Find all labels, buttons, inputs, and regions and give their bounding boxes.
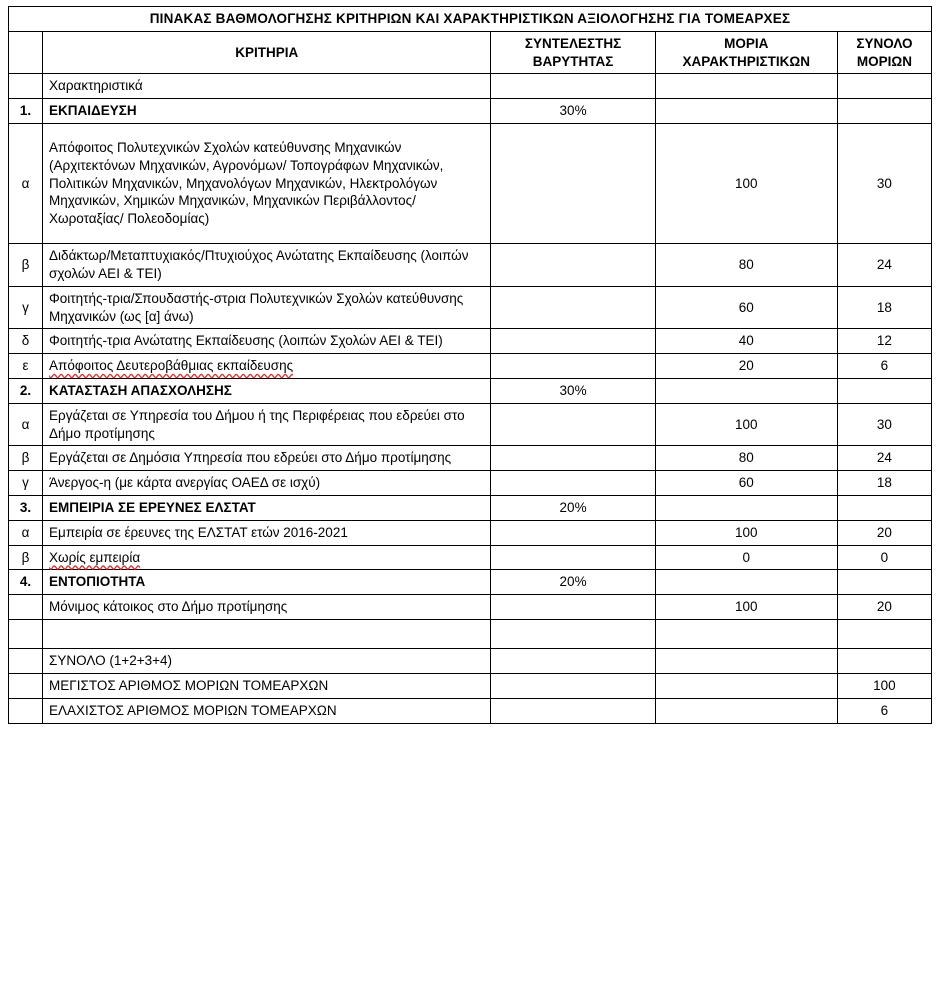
- table-row-empty: [9, 620, 932, 649]
- row-points: [655, 649, 837, 674]
- row-points: 80: [655, 446, 837, 471]
- row-weight: [491, 74, 655, 99]
- row-criteria: Φοιτητής-τρια Ανώτατης Εκπαίδευσης (λοιπών Σχολών ΑΕΙ & ΤΕΙ): [43, 329, 491, 354]
- table-row: [9, 329, 932, 354]
- row-index: 3.: [9, 496, 43, 521]
- row-index: ε: [9, 354, 43, 379]
- table-row: [9, 403, 932, 446]
- row-weight: 20%: [491, 570, 655, 595]
- table-row: [9, 286, 932, 329]
- row-total: [837, 99, 931, 124]
- row-criteria: [43, 354, 491, 379]
- row-index: γ: [9, 286, 43, 329]
- row-criteria: ΕΛΑΧΙΣΤΟΣ ΑΡΙΘΜΟΣ ΜΟΡΙΩΝ ΤΟΜΕΑΡΧΩΝ: [43, 698, 491, 723]
- row-total: [837, 649, 931, 674]
- row-points: 40: [655, 329, 837, 354]
- table-row: [9, 545, 932, 570]
- row-weight: 30%: [491, 378, 655, 403]
- row-index: [9, 649, 43, 674]
- row-criteria: Διδάκτωρ/Μεταπτυχιακός/Πτυχιούχος Ανώτατης Εκπαίδευσης (λοιπών σχολών ΑΕΙ & ΤΕΙ): [43, 244, 491, 287]
- row-index: [9, 74, 43, 99]
- row-criteria: ΚΑΤΑΣΤΑΣΗ ΑΠΑΣΧΟΛΗΣΗΣ: [43, 378, 491, 403]
- row-total: [837, 570, 931, 595]
- row-total: 18: [837, 471, 931, 496]
- row-weight: [491, 673, 655, 698]
- table-row: [9, 124, 932, 244]
- row-total: 100: [837, 673, 931, 698]
- header-criteria: ΚΡΙΤΗΡΙΑ: [43, 31, 491, 74]
- row-points: [655, 620, 837, 649]
- header-points: [655, 31, 837, 74]
- row-criteria: [43, 545, 491, 570]
- table-row-max: [9, 673, 932, 698]
- table-row: [9, 471, 932, 496]
- table-row-min: [9, 698, 932, 723]
- row-criteria: Απόφοιτος Πολυτεχνικών Σχολών κατεύθυνσης Μηχανικών (Αρχιτεκτόνων Μηχανικών, Αγρονόμων/ Τοπογράφων Μηχανικών, Πολιτικών Μηχανικών, Μηχανολόγων Μηχανικών, Ηλεκτρολόγων Μηχανικών, Χημικών Μηχανικών, Μηχανικών Περιβάλλοντος/ Χωροταξίας/ Πολεοδομίας): [43, 124, 491, 244]
- row-index: [9, 595, 43, 620]
- row-total: [837, 620, 931, 649]
- row-weight: [491, 595, 655, 620]
- row-total: 24: [837, 244, 931, 287]
- header-total-line1: ΣΥΝΟΛΟ: [856, 35, 913, 51]
- row-index: α: [9, 124, 43, 244]
- row-index: [9, 673, 43, 698]
- row-weight: [491, 354, 655, 379]
- row-criteria: Εργάζεται σε Υπηρεσία του Δήμου ή της Περιφέρειας που εδρεύει στο Δήμο προτίμησης: [43, 403, 491, 446]
- row-criteria: ΜΕΓΙΣΤΟΣ ΑΡΙΘΜΟΣ ΜΟΡΙΩΝ ΤΟΜΕΑΡΧΩΝ: [43, 673, 491, 698]
- row-criteria: Χαρακτηριστικά: [43, 74, 491, 99]
- row-criteria: Εργάζεται σε Δημόσια Υπηρεσία που εδρεύει στο Δήμο προτίμησης: [43, 446, 491, 471]
- table-row-section: [9, 570, 932, 595]
- row-total: 18: [837, 286, 931, 329]
- header-total: [837, 31, 931, 74]
- row-weight: [491, 329, 655, 354]
- row-criteria: ΕΝΤΟΠΙΟΤΗΤΑ: [43, 570, 491, 595]
- table-row: [9, 520, 932, 545]
- row-index: 1.: [9, 99, 43, 124]
- header-points-line2: ΧΑΡΑΚΤΗΡΙΣΤΙΚΩΝ: [682, 53, 810, 69]
- row-total: [837, 74, 931, 99]
- row-points: [655, 378, 837, 403]
- row-index: δ: [9, 329, 43, 354]
- row-points: 100: [655, 403, 837, 446]
- row-weight: [491, 620, 655, 649]
- row-weight: 20%: [491, 496, 655, 521]
- row-total: 30: [837, 403, 931, 446]
- row-weight: [491, 471, 655, 496]
- table-header-row: [9, 31, 932, 74]
- row-weight: [491, 403, 655, 446]
- row-index: 2.: [9, 378, 43, 403]
- row-total: 6: [837, 354, 931, 379]
- row-total: 6: [837, 698, 931, 723]
- row-weight: [491, 649, 655, 674]
- table-row: [9, 354, 932, 379]
- header-weight-line1: ΣΥΝΤΕΛΕΣΤΗΣ: [524, 35, 622, 51]
- row-index: α: [9, 520, 43, 545]
- row-points: [655, 99, 837, 124]
- table-row-section: [9, 99, 932, 124]
- row-criteria-text: Χωρίς εμπειρία: [49, 549, 141, 565]
- row-criteria: ΕΜΠΕΙΡΙΑ ΣΕ ΕΡΕΥΝΕΣ ΕΛΣΤΑΤ: [43, 496, 491, 521]
- row-weight: [491, 244, 655, 287]
- row-total: 0: [837, 545, 931, 570]
- row-criteria: Μόνιμος κάτοικος στο Δήμο προτίμησης: [43, 595, 491, 620]
- row-index: α: [9, 403, 43, 446]
- row-index: β: [9, 545, 43, 570]
- row-total: 20: [837, 520, 931, 545]
- row-criteria-text: Απόφοιτος Δευτεροβάθμιας εκπαίδευσης: [49, 358, 294, 374]
- row-index: β: [9, 244, 43, 287]
- row-points: 60: [655, 286, 837, 329]
- row-criteria: Άνεργος-η (με κάρτα ανεργίας ΟΑΕΔ σε ισχύ): [43, 471, 491, 496]
- row-total: [837, 496, 931, 521]
- table-row-section: [9, 496, 932, 521]
- scoring-criteria-table: [8, 6, 932, 724]
- header-weight: [491, 31, 655, 74]
- row-points: 0: [655, 545, 837, 570]
- header-weight-line2: ΒΑΡΥΤΗΤΑΣ: [532, 53, 614, 69]
- row-total: 12: [837, 329, 931, 354]
- header-index: [9, 31, 43, 74]
- row-index: [9, 620, 43, 649]
- row-criteria: [43, 620, 491, 649]
- row-points: 20: [655, 354, 837, 379]
- row-points: 100: [655, 124, 837, 244]
- row-index: γ: [9, 471, 43, 496]
- row-total: [837, 378, 931, 403]
- row-points: [655, 698, 837, 723]
- row-points: [655, 673, 837, 698]
- page-title: ΠΙΝΑΚΑΣ ΒΑΘΜΟΛΟΓΗΣΗΣ ΚΡΙΤΗΡΙΩΝ ΚΑΙ ΧΑΡΑΚΤΗΡΙΣΤΙΚΩΝ ΑΞΙΟΛΟΓΗΣΗΣ ΓΙΑ ΤΟΜΕΑΡΧΕΣ: [9, 7, 932, 32]
- table-row-section: [9, 378, 932, 403]
- row-criteria: Εμπειρία σε έρευνες της ΕΛΣΤΑΤ ετών 2016-2021: [43, 520, 491, 545]
- row-criteria: Φοιτητής-τρια/Σπουδαστής-στρια Πολυτεχνικών Σχολών κατεύθυνσης Μηχανικών (ως [α] άνω): [43, 286, 491, 329]
- table-body: [9, 7, 932, 724]
- row-weight: 30%: [491, 99, 655, 124]
- row-points: 60: [655, 471, 837, 496]
- row-criteria: ΣΥΝΟΛΟ (1+2+3+4): [43, 649, 491, 674]
- header-total-line2: ΜΟΡΙΩΝ: [856, 53, 912, 69]
- row-points: [655, 570, 837, 595]
- table-title-row: [9, 7, 932, 32]
- row-points: 100: [655, 520, 837, 545]
- table-row: [9, 446, 932, 471]
- row-points: 80: [655, 244, 837, 287]
- header-points-line1: ΜΟΡΙΑ: [724, 35, 769, 51]
- row-total: 30: [837, 124, 931, 244]
- row-points: 100: [655, 595, 837, 620]
- row-weight: [491, 520, 655, 545]
- row-total: 24: [837, 446, 931, 471]
- row-points: [655, 496, 837, 521]
- row-index: [9, 698, 43, 723]
- row-weight: [491, 698, 655, 723]
- row-criteria: ΕΚΠΑΙΔΕΥΣΗ: [43, 99, 491, 124]
- table-row: [9, 244, 932, 287]
- row-points: [655, 74, 837, 99]
- table-row-total: [9, 649, 932, 674]
- row-index: 4.: [9, 570, 43, 595]
- row-weight: [491, 446, 655, 471]
- table-row: [9, 74, 932, 99]
- row-index: β: [9, 446, 43, 471]
- table-row: [9, 595, 932, 620]
- row-weight: [491, 286, 655, 329]
- row-weight: [491, 124, 655, 244]
- row-total: 20: [837, 595, 931, 620]
- row-weight: [491, 545, 655, 570]
